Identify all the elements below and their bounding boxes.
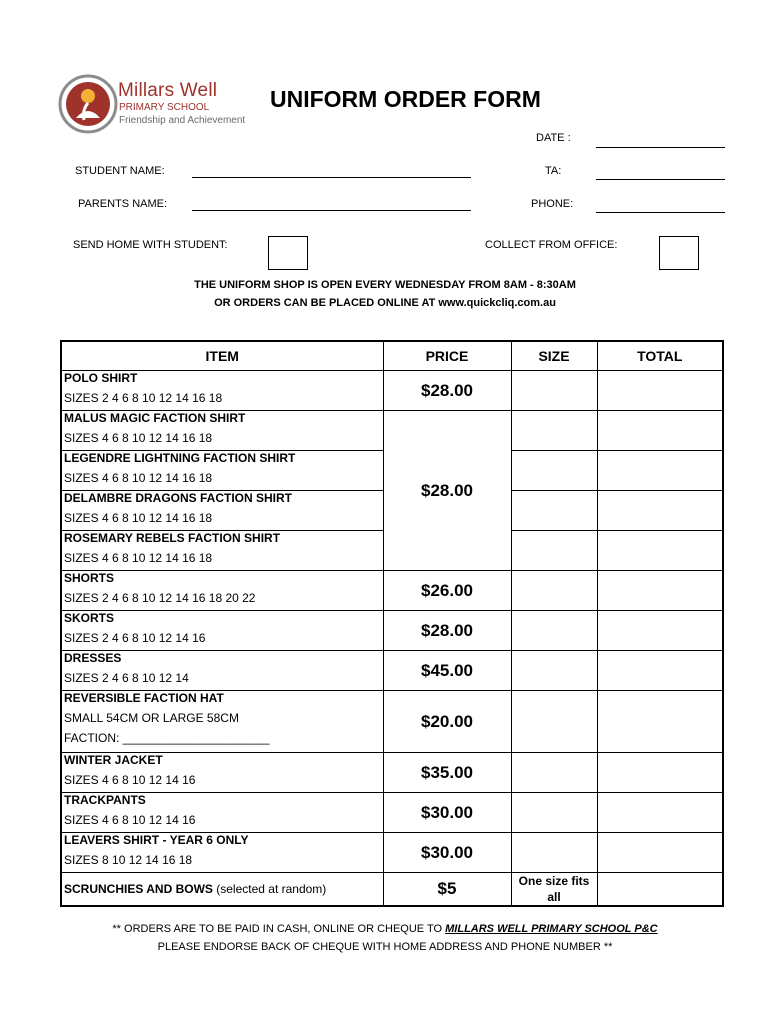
payment-note <box>0 923 770 935</box>
size-cell[interactable] <box>511 793 597 833</box>
total-cell[interactable] <box>597 451 723 491</box>
phone-label: PHONE: <box>531 198 574 210</box>
item-sizes: SIZES 2 4 6 8 10 12 14 16 18 20 22 <box>64 591 256 605</box>
total-cell[interactable] <box>597 531 723 571</box>
send-home-checkbox[interactable] <box>268 236 308 270</box>
item-sizes: SIZES 4 6 8 10 12 14 16 18 <box>64 551 213 565</box>
logo-school-name: Millars Well <box>118 80 218 101</box>
total-cell[interactable] <box>597 833 723 873</box>
payee-name: MILLARS WELL PRIMARY SCHOOL P&C <box>445 923 658 935</box>
logo-tagline: Friendship and Achievement <box>119 115 246 126</box>
total-cell[interactable] <box>597 611 723 651</box>
size-cell[interactable] <box>511 531 597 571</box>
header-size: SIZE <box>511 341 597 371</box>
item-sizes: SMALL 54CM OR LARGE 58CM <box>64 711 239 725</box>
table-row <box>61 651 723 691</box>
table-row <box>61 873 723 907</box>
item-price: $26.00 <box>383 571 511 611</box>
school-logo <box>58 74 118 134</box>
item-sizes: SIZES 8 10 12 14 16 18 <box>64 853 193 867</box>
logo-school-type: PRIMARY SCHOOL <box>119 102 210 113</box>
phone-field[interactable] <box>596 212 725 213</box>
size-cell[interactable] <box>511 833 597 873</box>
total-cell[interactable] <box>597 651 723 691</box>
item-price: $30.00 <box>383 793 511 833</box>
item-price: $28.00 <box>383 411 511 571</box>
item-sizes: SIZES 4 6 8 10 12 14 16 18 <box>64 471 213 485</box>
header-price: PRICE <box>383 341 511 371</box>
item-name: LEGENDRE LIGHTNING FACTION SHIRT <box>64 451 296 465</box>
item-sizes: SIZES 2 4 6 8 10 12 14 <box>64 671 189 685</box>
collect-office-label: COLLECT FROM OFFICE: <box>485 239 618 251</box>
student-name-label: STUDENT NAME: <box>75 165 165 177</box>
size-cell[interactable] <box>511 611 597 651</box>
parents-name-field[interactable] <box>192 210 471 211</box>
item-name: SKORTS <box>64 611 115 625</box>
student-name-field[interactable] <box>192 177 471 178</box>
table-row <box>61 411 723 451</box>
item-price: $30.00 <box>383 833 511 873</box>
item-price: $45.00 <box>383 651 511 691</box>
size-cell[interactable] <box>511 411 597 451</box>
table-row <box>61 753 723 793</box>
size-cell[interactable] <box>511 651 597 691</box>
item-name: POLO SHIRT <box>64 371 138 385</box>
collect-office-checkbox[interactable] <box>659 236 699 270</box>
one-size-note: One size fits all <box>511 873 597 907</box>
item-sizes: SIZES 2 4 6 8 10 12 14 16 18 <box>64 391 223 405</box>
item-name: SCRUNCHIES AND BOWS <box>64 882 213 896</box>
shop-hours-notice: THE UNIFORM SHOP IS OPEN EVERY WEDNESDAY FROM 8AM - 8:30AM <box>194 279 576 291</box>
item-note: (selected at random) <box>216 882 327 896</box>
total-cell[interactable] <box>597 691 723 753</box>
item-sizes: SIZES 4 6 8 10 12 14 16 <box>64 773 196 787</box>
item-price: $28.00 <box>383 371 511 411</box>
total-cell[interactable] <box>597 873 723 907</box>
parents-name-label: PARENTS NAME: <box>78 198 168 210</box>
date-field[interactable] <box>596 147 725 148</box>
total-cell[interactable] <box>597 793 723 833</box>
item-price: $20.00 <box>383 691 511 753</box>
table-row <box>61 571 723 611</box>
total-cell[interactable] <box>597 411 723 451</box>
size-cell[interactable] <box>511 491 597 531</box>
table-row <box>61 833 723 873</box>
total-cell[interactable] <box>597 371 723 411</box>
date-label: DATE : <box>536 132 571 144</box>
item-name: ROSEMARY REBELS FACTION SHIRT <box>64 531 281 545</box>
item-name: WINTER JACKET <box>64 753 163 767</box>
item-sizes: SIZES 4 6 8 10 12 14 16 <box>64 813 196 827</box>
payment-text: ** ORDERS ARE TO BE PAID IN CASH, ONLINE OR CHEQUE TO <box>112 923 446 935</box>
cheque-note: PLEASE ENDORSE BACK OF CHEQUE WITH HOME ADDRESS AND PHONE NUMBER ** <box>157 941 613 953</box>
total-cell[interactable] <box>597 753 723 793</box>
header-item: ITEM <box>61 341 383 371</box>
item-sizes: SIZES 2 4 6 8 10 12 14 16 <box>64 631 206 645</box>
item-name: DELAMBRE DRAGONS FACTION SHIRT <box>64 491 292 505</box>
size-cell[interactable] <box>511 571 597 611</box>
send-home-label: SEND HOME WITH STUDENT: <box>73 239 228 251</box>
item-price: $35.00 <box>383 753 511 793</box>
item-name: DRESSES <box>64 651 122 665</box>
form-title: UNIFORM ORDER FORM <box>270 86 541 112</box>
order-table <box>60 340 724 907</box>
size-cell[interactable] <box>511 371 597 411</box>
item-sizes: SIZES 4 6 8 10 12 14 16 18 <box>64 431 213 445</box>
size-cell[interactable] <box>511 753 597 793</box>
item-sizes: SIZES 4 6 8 10 12 14 16 18 <box>64 511 213 525</box>
table-row <box>61 793 723 833</box>
item-price: $28.00 <box>383 611 511 651</box>
table-row <box>61 371 723 411</box>
header-total: TOTAL <box>597 341 723 371</box>
total-cell[interactable] <box>597 571 723 611</box>
item-name: TRACKPANTS <box>64 793 146 807</box>
online-order-notice: OR ORDERS CAN BE PLACED ONLINE AT www.quickcliq.com.au <box>214 297 556 309</box>
ta-field[interactable] <box>596 179 725 180</box>
table-row <box>61 611 723 651</box>
item-name: REVERSIBLE FACTION HAT <box>64 691 224 705</box>
item-price: $5 <box>383 873 511 907</box>
table-row <box>61 691 723 753</box>
item-name: MALUS MAGIC FACTION SHIRT <box>64 411 246 425</box>
size-cell[interactable] <box>511 451 597 491</box>
table-header-row <box>61 341 723 371</box>
ta-label: TA: <box>545 165 562 177</box>
faction-field[interactable]: FACTION: ______________________ <box>64 731 270 745</box>
item-name: LEAVERS SHIRT - YEAR 6 ONLY <box>64 833 249 847</box>
total-cell[interactable] <box>597 491 723 531</box>
item-name: SHORTS <box>64 571 115 585</box>
size-cell[interactable] <box>511 691 597 753</box>
